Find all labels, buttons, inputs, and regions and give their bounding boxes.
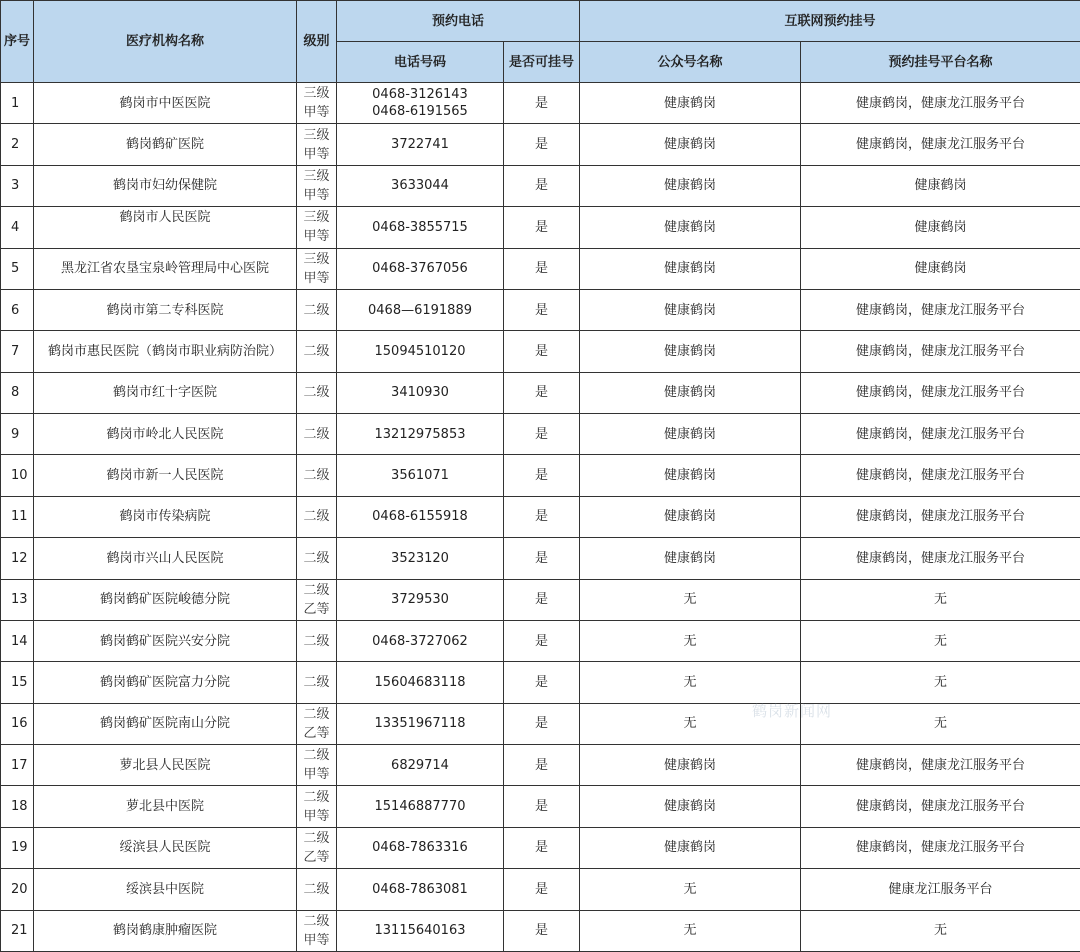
cell-index: 12 <box>1 538 34 579</box>
table-row <box>1 662 1080 703</box>
cell-index: 15 <box>1 662 34 703</box>
cell-wechat: 无 <box>580 579 801 620</box>
cell-wechat: 健康鹤岗 <box>580 538 801 579</box>
cell-index: 19 <box>1 827 34 868</box>
header-platform: 预约挂号平台名称 <box>801 42 1080 83</box>
cell-platform: 无 <box>801 579 1080 620</box>
cell-phone: 15094510120 <box>337 331 504 372</box>
cell-name: 绥滨县中医院 <box>34 869 297 910</box>
cell-can-register: 是 <box>504 538 580 579</box>
table-row <box>1 248 1080 289</box>
cell-can-register: 是 <box>504 910 580 951</box>
header-wechat: 公众号名称 <box>580 42 801 83</box>
cell-level: 三级 甲等 <box>297 207 337 248</box>
cell-index: 10 <box>1 455 34 496</box>
cell-phone: 15146887770 <box>337 786 504 827</box>
cell-level: 二级 甲等 <box>297 910 337 951</box>
table-row <box>1 207 1080 248</box>
cell-level: 二级 <box>297 662 337 703</box>
cell-wechat: 健康鹤岗 <box>580 496 801 537</box>
cell-phone: 15604683118 <box>337 662 504 703</box>
cell-platform: 健康鹤岗，健康龙江服务平台 <box>801 414 1080 455</box>
table-row <box>1 827 1080 868</box>
cell-level: 三级 甲等 <box>297 83 337 124</box>
cell-can-register: 是 <box>504 620 580 661</box>
cell-index: 11 <box>1 496 34 537</box>
cell-level: 二级 甲等 <box>297 786 337 827</box>
cell-name: 鹤岗市新一人民医院 <box>34 455 297 496</box>
cell-wechat: 无 <box>580 869 801 910</box>
cell-phone: 0468-3126143 0468-6191565 <box>337 83 504 124</box>
cell-platform: 健康鹤岗，健康龙江服务平台 <box>801 289 1080 330</box>
cell-can-register: 是 <box>504 869 580 910</box>
cell-wechat: 健康鹤岗 <box>580 248 801 289</box>
table-row <box>1 703 1080 744</box>
cell-wechat: 健康鹤岗 <box>580 83 801 124</box>
cell-index: 18 <box>1 786 34 827</box>
cell-index: 4 <box>1 207 34 248</box>
cell-level: 二级 <box>297 455 337 496</box>
cell-wechat: 健康鹤岗 <box>580 124 801 165</box>
table-row <box>1 869 1080 910</box>
cell-platform: 健康鹤岗，健康龙江服务平台 <box>801 745 1080 786</box>
cell-phone: 13351967118 <box>337 703 504 744</box>
cell-index: 2 <box>1 124 34 165</box>
cell-phone: 0468—6191889 <box>337 289 504 330</box>
table-row <box>1 620 1080 661</box>
cell-name: 鹤岗市惠民医院（鹤岗市职业病防治院） <box>34 331 297 372</box>
cell-wechat: 健康鹤岗 <box>580 455 801 496</box>
cell-can-register: 是 <box>504 207 580 248</box>
cell-platform: 无 <box>801 662 1080 703</box>
table-row <box>1 496 1080 537</box>
cell-level: 二级 <box>297 496 337 537</box>
cell-phone: 0468-7863316 <box>337 827 504 868</box>
table-row <box>1 331 1080 372</box>
cell-phone: 0468-6155918 <box>337 496 504 537</box>
cell-phone: 0468-3767056 <box>337 248 504 289</box>
cell-phone: 13115640163 <box>337 910 504 951</box>
cell-level: 二级 甲等 <box>297 745 337 786</box>
header-phone-group: 预约电话 <box>337 1 580 42</box>
cell-name: 鹤岗市红十字医院 <box>34 372 297 413</box>
cell-index: 20 <box>1 869 34 910</box>
cell-can-register: 是 <box>504 83 580 124</box>
cell-platform: 健康鹤岗，健康龙江服务平台 <box>801 827 1080 868</box>
cell-phone: 0468-3727062 <box>337 620 504 661</box>
cell-phone: 3729530 <box>337 579 504 620</box>
cell-platform: 健康鹤岗，健康龙江服务平台 <box>801 496 1080 537</box>
table-row <box>1 910 1080 951</box>
cell-can-register: 是 <box>504 124 580 165</box>
table-row <box>1 165 1080 206</box>
cell-wechat: 健康鹤岗 <box>580 786 801 827</box>
cell-name: 萝北县人民医院 <box>34 745 297 786</box>
cell-level: 二级 <box>297 289 337 330</box>
cell-platform: 健康鹤岗，健康龙江服务平台 <box>801 83 1080 124</box>
cell-platform: 健康鹤岗，健康龙江服务平台 <box>801 538 1080 579</box>
table-row <box>1 124 1080 165</box>
cell-can-register: 是 <box>504 579 580 620</box>
cell-can-register: 是 <box>504 289 580 330</box>
cell-platform: 健康鹤岗，健康龙江服务平台 <box>801 124 1080 165</box>
cell-phone: 3561071 <box>337 455 504 496</box>
table-body <box>1 83 1080 952</box>
cell-level: 二级 <box>297 414 337 455</box>
cell-platform: 健康鹤岗，健康龙江服务平台 <box>801 786 1080 827</box>
cell-level: 二级 乙等 <box>297 827 337 868</box>
cell-can-register: 是 <box>504 786 580 827</box>
cell-platform: 无 <box>801 703 1080 744</box>
cell-index: 1 <box>1 83 34 124</box>
cell-name: 鹤岗市兴山人民医院 <box>34 538 297 579</box>
cell-index: 7 <box>1 331 34 372</box>
cell-index: 16 <box>1 703 34 744</box>
cell-level: 二级 <box>297 620 337 661</box>
cell-level: 二级 乙等 <box>297 703 337 744</box>
cell-level: 二级 <box>297 869 337 910</box>
cell-name: 鹤岗市中医医院 <box>34 83 297 124</box>
cell-platform: 健康鹤岗，健康龙江服务平台 <box>801 372 1080 413</box>
cell-can-register: 是 <box>504 331 580 372</box>
cell-can-register: 是 <box>504 745 580 786</box>
table-row <box>1 289 1080 330</box>
cell-can-register: 是 <box>504 455 580 496</box>
header-level: 级别 <box>297 1 337 83</box>
cell-wechat: 无 <box>580 910 801 951</box>
cell-wechat: 健康鹤岗 <box>580 827 801 868</box>
cell-name: 鹤岗市妇幼保健院 <box>34 165 297 206</box>
cell-level: 二级 <box>297 372 337 413</box>
cell-phone: 13212975853 <box>337 414 504 455</box>
cell-wechat: 无 <box>580 620 801 661</box>
cell-platform: 无 <box>801 620 1080 661</box>
cell-can-register: 是 <box>504 372 580 413</box>
cell-can-register: 是 <box>504 827 580 868</box>
cell-wechat: 健康鹤岗 <box>580 331 801 372</box>
cell-platform: 健康鹤岗 <box>801 165 1080 206</box>
cell-wechat: 健康鹤岗 <box>580 207 801 248</box>
cell-platform: 健康鹤岗，健康龙江服务平台 <box>801 331 1080 372</box>
cell-level: 二级 乙等 <box>297 579 337 620</box>
cell-name: 鹤岗鹤矿医院兴安分院 <box>34 620 297 661</box>
cell-wechat: 健康鹤岗 <box>580 165 801 206</box>
table-row <box>1 372 1080 413</box>
cell-index: 14 <box>1 620 34 661</box>
cell-can-register: 是 <box>504 662 580 703</box>
cell-level: 三级 甲等 <box>297 248 337 289</box>
cell-platform: 健康龙江服务平台 <box>801 869 1080 910</box>
header-internet-group: 互联网预约挂号 <box>580 1 1080 42</box>
cell-platform: 无 <box>801 910 1080 951</box>
cell-level: 三级 甲等 <box>297 124 337 165</box>
cell-index: 13 <box>1 579 34 620</box>
header-phone: 电话号码 <box>337 42 504 83</box>
cell-can-register: 是 <box>504 248 580 289</box>
cell-index: 17 <box>1 745 34 786</box>
header-index: 序号 <box>1 1 34 83</box>
cell-name: 鹤岗鹤矿医院富力分院 <box>34 662 297 703</box>
cell-index: 8 <box>1 372 34 413</box>
cell-can-register: 是 <box>504 496 580 537</box>
cell-platform: 健康鹤岗 <box>801 248 1080 289</box>
table-row <box>1 83 1080 124</box>
cell-index: 5 <box>1 248 34 289</box>
cell-phone: 3722741 <box>337 124 504 165</box>
cell-name: 鹤岗鹤矿医院峻德分院 <box>34 579 297 620</box>
header-can-register: 是否可挂号 <box>504 42 580 83</box>
table-row <box>1 579 1080 620</box>
cell-wechat: 健康鹤岗 <box>580 414 801 455</box>
cell-level: 二级 <box>297 331 337 372</box>
cell-platform: 健康鹤岗 <box>801 207 1080 248</box>
cell-can-register: 是 <box>504 703 580 744</box>
header-name: 医疗机构名称 <box>34 1 297 83</box>
table-row <box>1 455 1080 496</box>
cell-can-register: 是 <box>504 414 580 455</box>
cell-level: 二级 <box>297 538 337 579</box>
cell-name: 绥滨县人民医院 <box>34 827 297 868</box>
table-row <box>1 786 1080 827</box>
cell-platform: 健康鹤岗，健康龙江服务平台 <box>801 455 1080 496</box>
cell-name: 鹤岗鹤矿医院 <box>34 124 297 165</box>
table-row <box>1 538 1080 579</box>
cell-wechat: 健康鹤岗 <box>580 745 801 786</box>
cell-phone: 3523120 <box>337 538 504 579</box>
cell-index: 6 <box>1 289 34 330</box>
cell-phone: 6829714 <box>337 745 504 786</box>
cell-can-register: 是 <box>504 165 580 206</box>
cell-index: 9 <box>1 414 34 455</box>
table-row <box>1 745 1080 786</box>
cell-name: 鹤岗鹤矿医院南山分院 <box>34 703 297 744</box>
table-row <box>1 414 1080 455</box>
cell-phone: 3633044 <box>337 165 504 206</box>
cell-phone: 0468-7863081 <box>337 869 504 910</box>
cell-name: 鹤岗鹤康肿瘤医院 <box>34 910 297 951</box>
cell-name: 鹤岗市传染病院 <box>34 496 297 537</box>
cell-name: 黑龙江省农垦宝泉岭管理局中心医院 <box>34 248 297 289</box>
cell-level: 三级 甲等 <box>297 165 337 206</box>
cell-wechat: 健康鹤岗 <box>580 372 801 413</box>
cell-index: 3 <box>1 165 34 206</box>
cell-wechat: 无 <box>580 662 801 703</box>
cell-name: 鹤岗市人民医院 <box>34 207 297 248</box>
cell-index: 21 <box>1 910 34 951</box>
cell-phone: 0468-3855715 <box>337 207 504 248</box>
cell-name: 萝北县中医院 <box>34 786 297 827</box>
cell-name: 鹤岗市第二专科医院 <box>34 289 297 330</box>
cell-name: 鹤岗市岭北人民医院 <box>34 414 297 455</box>
watermark: 鹤岗新闻网 <box>752 700 832 721</box>
cell-phone: 3410930 <box>337 372 504 413</box>
cell-wechat: 健康鹤岗 <box>580 289 801 330</box>
cell-wechat: 无 <box>580 703 801 744</box>
